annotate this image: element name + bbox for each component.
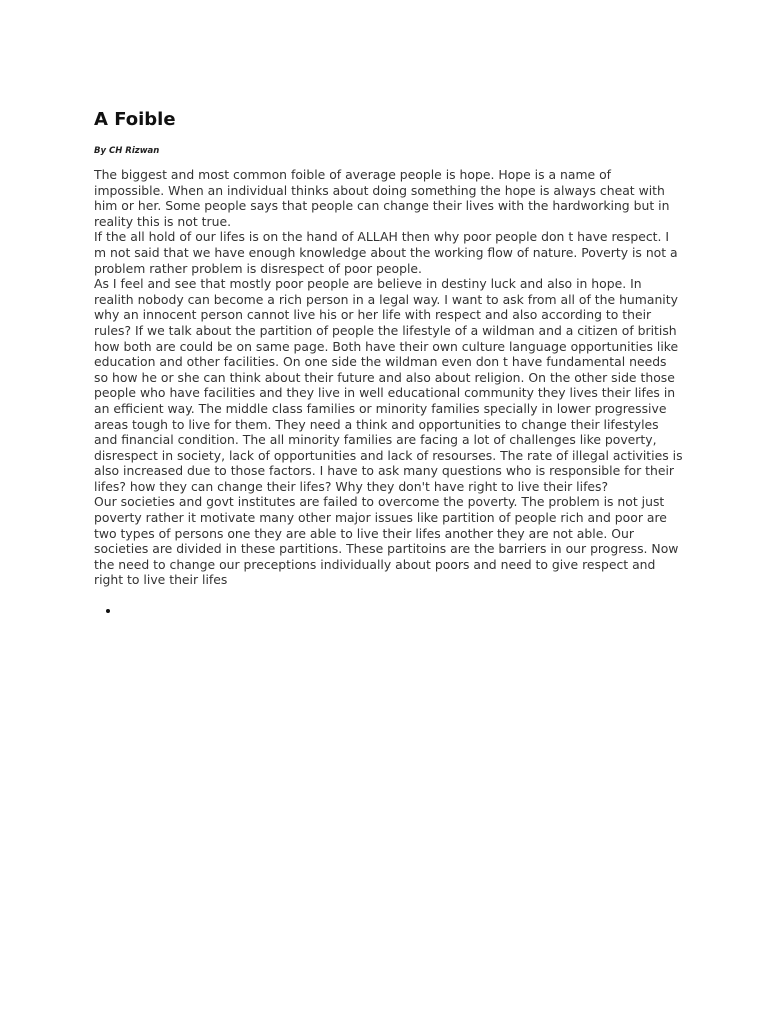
paragraph-1: The biggest and most common foible of average people is hope. Hope is a name of impossible. When an individual thinks about doing something the hope is always cheat with him or her. Some people says that people can change their lives with the hardworking but in reality this is not true. <box>94 167 670 229</box>
bullet-list <box>94 602 684 620</box>
document-byline: By CH Rizwan <box>94 146 160 156</box>
paragraph-4: Our societies and govt institutes are failed to overcome the poverty. The problem is not just poverty rather it motivate many other major issues like partition of people rich and poor are two types of persons one they are able to live their lifes another they are not able. Our societies are divided in these partitions. These partitoins are the barriers in our progress. Now the need to change our preceptions individually about poors and need to give respect and right to live their lifes <box>94 494 679 588</box>
paragraph-3: As I feel and see that mostly poor people are believe in destiny luck and also in hope. In realith nobody can become a rich person in a legal way. I want to ask from all of the humanity why an innocent person cannot live his or her life with respect and also according to their rules? If we talk about the partition of people the lifestyle of a wildman and a citizen of british how both are could be on same page. Both have their own culture language opportunities like education and other facilities. On one side the wildman even don t have fundamental needs so how he or she can think about their future and also about religion. On the other side those people who have facilities and they live in well educational community they lives their lifes in an efficient way. The middle class families or minority families specially in lower progressive areas tough to live for them. They need a think and opportunities to change their lifestyles and financial condition. The all minority families are facing a lot of challenges like poverty, disrespect in society, lack of opportunities and lack of resourses. The rate of illegal activities is also increased due to those factors. I have to ask many questions who is responsible for their lifes? how they can change their lifes? Why they don't have right to live their lifes? <box>94 276 683 494</box>
list-item <box>120 602 684 620</box>
document-page <box>94 108 684 620</box>
paragraph-2: If the all hold of our lifes is on the hand of ALLAH then why poor people don t have respect. I m not said that we have enough knowledge about the working flow of nature. Poverty is not a problem rather problem is disrespect of poor people. <box>94 229 678 276</box>
document-title: A Foible <box>94 109 176 130</box>
